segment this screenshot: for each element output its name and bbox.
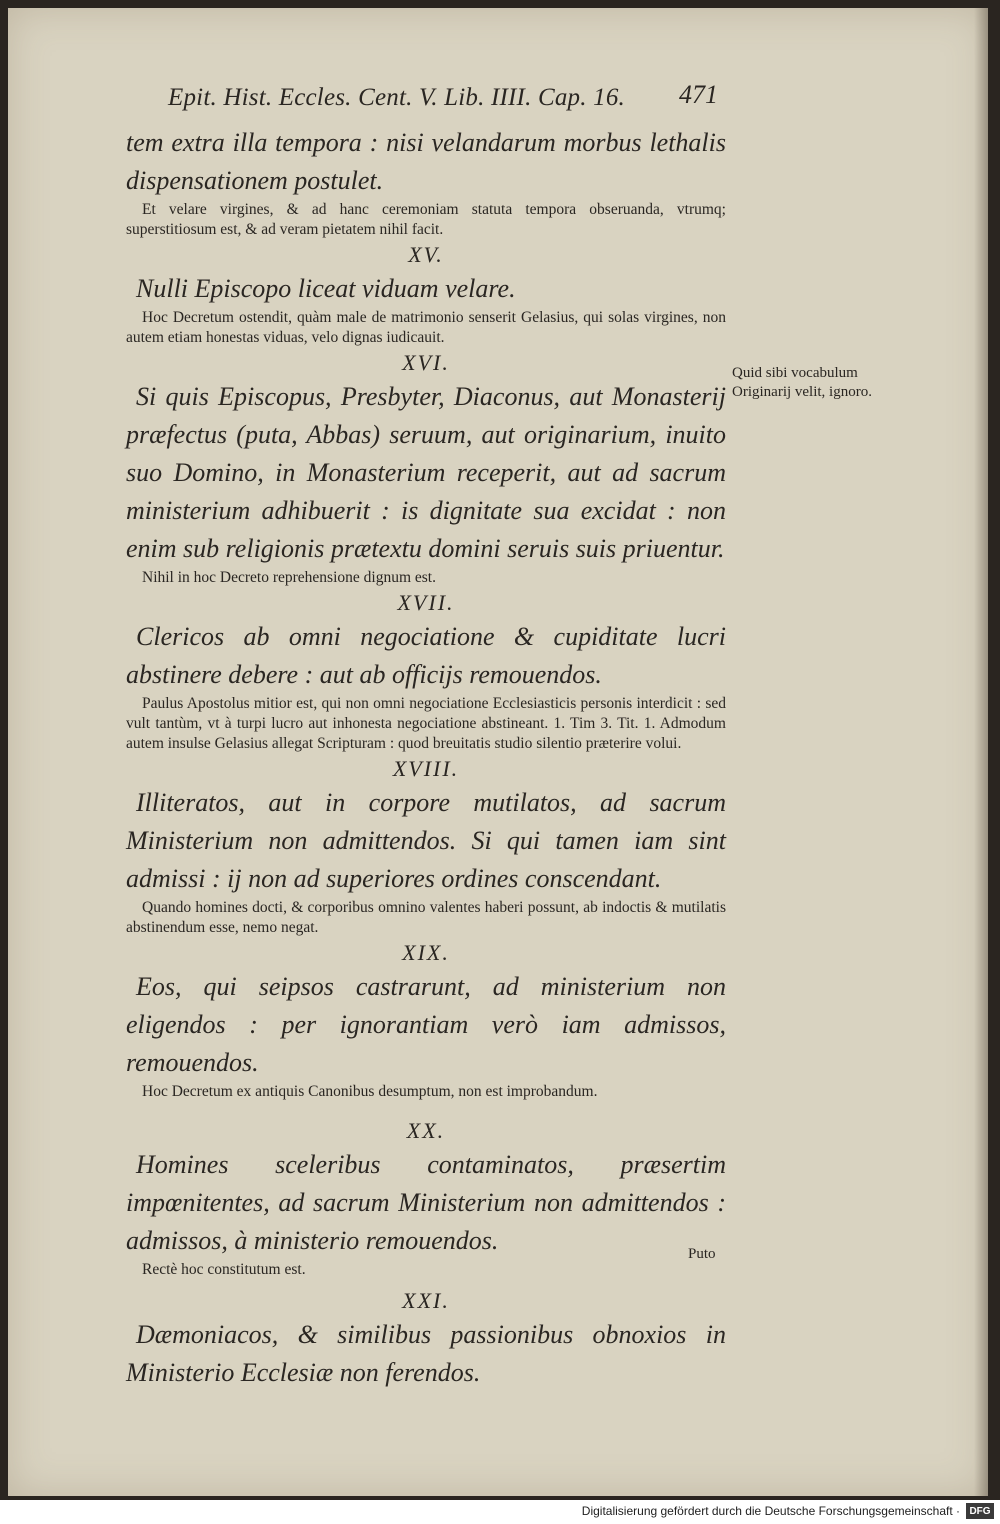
canon-number: XV. bbox=[408, 242, 444, 267]
canon-text: Clericos ab omni negociatione & cupiditate lucri abstinere debere : aut ab officijs remouendos. bbox=[126, 622, 726, 689]
canon-number: XXI. bbox=[402, 1288, 450, 1313]
commentary-text: Paulus Apostolus mitior est, qui non omni negociatione Ecclesiasticis personis interdicit : sed vult tantùm, vt à turpi lucro aut inhonesta negociatione abstineant. 1. Tim 3. Tit. 1. Admodum autem insulse Gelasius allegat Scripturam : quod breuitatis studio silentio præterire volui. bbox=[126, 695, 726, 752]
canon-text: Eos, qui seipsos castrarunt, ad ministerium non eligendos : per ignorantiam verò iam admissos, remouendos. bbox=[126, 972, 726, 1077]
book-page bbox=[8, 8, 988, 1496]
canon-text: Nulli Episcopo liceat viduam velare. bbox=[136, 274, 516, 303]
commentary-text: Nihil in hoc Decreto reprehensione dignum est. bbox=[142, 569, 436, 586]
running-header bbox=[168, 78, 728, 118]
funding-credit: Digitalisierung gefördert durch die Deutsche Forschungsgemeinschaft · bbox=[581, 1504, 960, 1518]
canon-number: XVI. bbox=[402, 350, 450, 375]
canon-number: XVII. bbox=[397, 590, 455, 615]
dfg-logo-icon: DFG bbox=[966, 1503, 994, 1519]
commentary-text: Et velare virgines, & ad hanc ceremoniam statuta tempora obseruanda, vtrumq; superstitiosum est, & ad veram pietatem nihil facit. bbox=[126, 201, 726, 238]
footer-bar bbox=[0, 1500, 1000, 1524]
commentary-text: Rectè hoc constitutum est. bbox=[142, 1261, 306, 1278]
commentary-text: Hoc Decretum ex antiquis Canonibus desumptum, non est improbandum. bbox=[142, 1083, 598, 1100]
canon-number: XIX. bbox=[402, 940, 450, 965]
margin-note: Quid sibi vocabulum Originarij velit, ignoro. bbox=[732, 365, 872, 400]
canon-number: XX. bbox=[406, 1118, 446, 1143]
page-number: 471 bbox=[679, 80, 718, 109]
canon-text: Illiteratos, aut in corpore mutilatos, ad sacrum Ministerium non admittendos. Si qui tamen iam sint admissi : ij non ad superiores ordines conscendant. bbox=[126, 788, 726, 893]
canon-text: Si quis Episcopus, Presbyter, Diaconus, aut Monasterij præfectus (puta, Abbas) seruum, aut originarium, inuito suo Domino, in Monasterium receperit, aut ad sacrum ministerium adhibuerit : is dignitate sua excidat : non enim sub religionis prætextu domini seruis suis priuentur. bbox=[126, 382, 726, 563]
running-title: Epit. Hist. Eccles. Cent. V. Lib. IIII. Cap. 16. bbox=[168, 84, 626, 111]
canon-text: tem extra illa tempora : nisi velandarum morbus lethalis dispensationem postulet. bbox=[126, 128, 726, 195]
catchword: Puto bbox=[688, 1246, 716, 1262]
commentary-text: Quando homines docti, & corporibus omnino valentes haberi possunt, ab indoctis & mutilatis abstinendum esse, nemo negat. bbox=[126, 899, 726, 936]
main-text-column bbox=[126, 124, 726, 1392]
spacer bbox=[126, 1102, 726, 1116]
canon-text: Dæmoniacos, & similibus passionibus obnoxios in Ministerio Ecclesiæ non ferendos. bbox=[126, 1320, 726, 1387]
canon-text: Homines sceleribus contaminatos, præsertim impœnitentes, ad sacrum Ministerium non admittendos : admissos, à ministerio remouendos. bbox=[126, 1150, 726, 1255]
commentary-text: Hoc Decretum ostendit, quàm male de matrimonio senserit Gelasius, qui solas virgines, non autem etiam honestas viduas, velo dignas iudicauit. bbox=[126, 309, 726, 346]
canon-number: XVIII. bbox=[392, 756, 460, 781]
